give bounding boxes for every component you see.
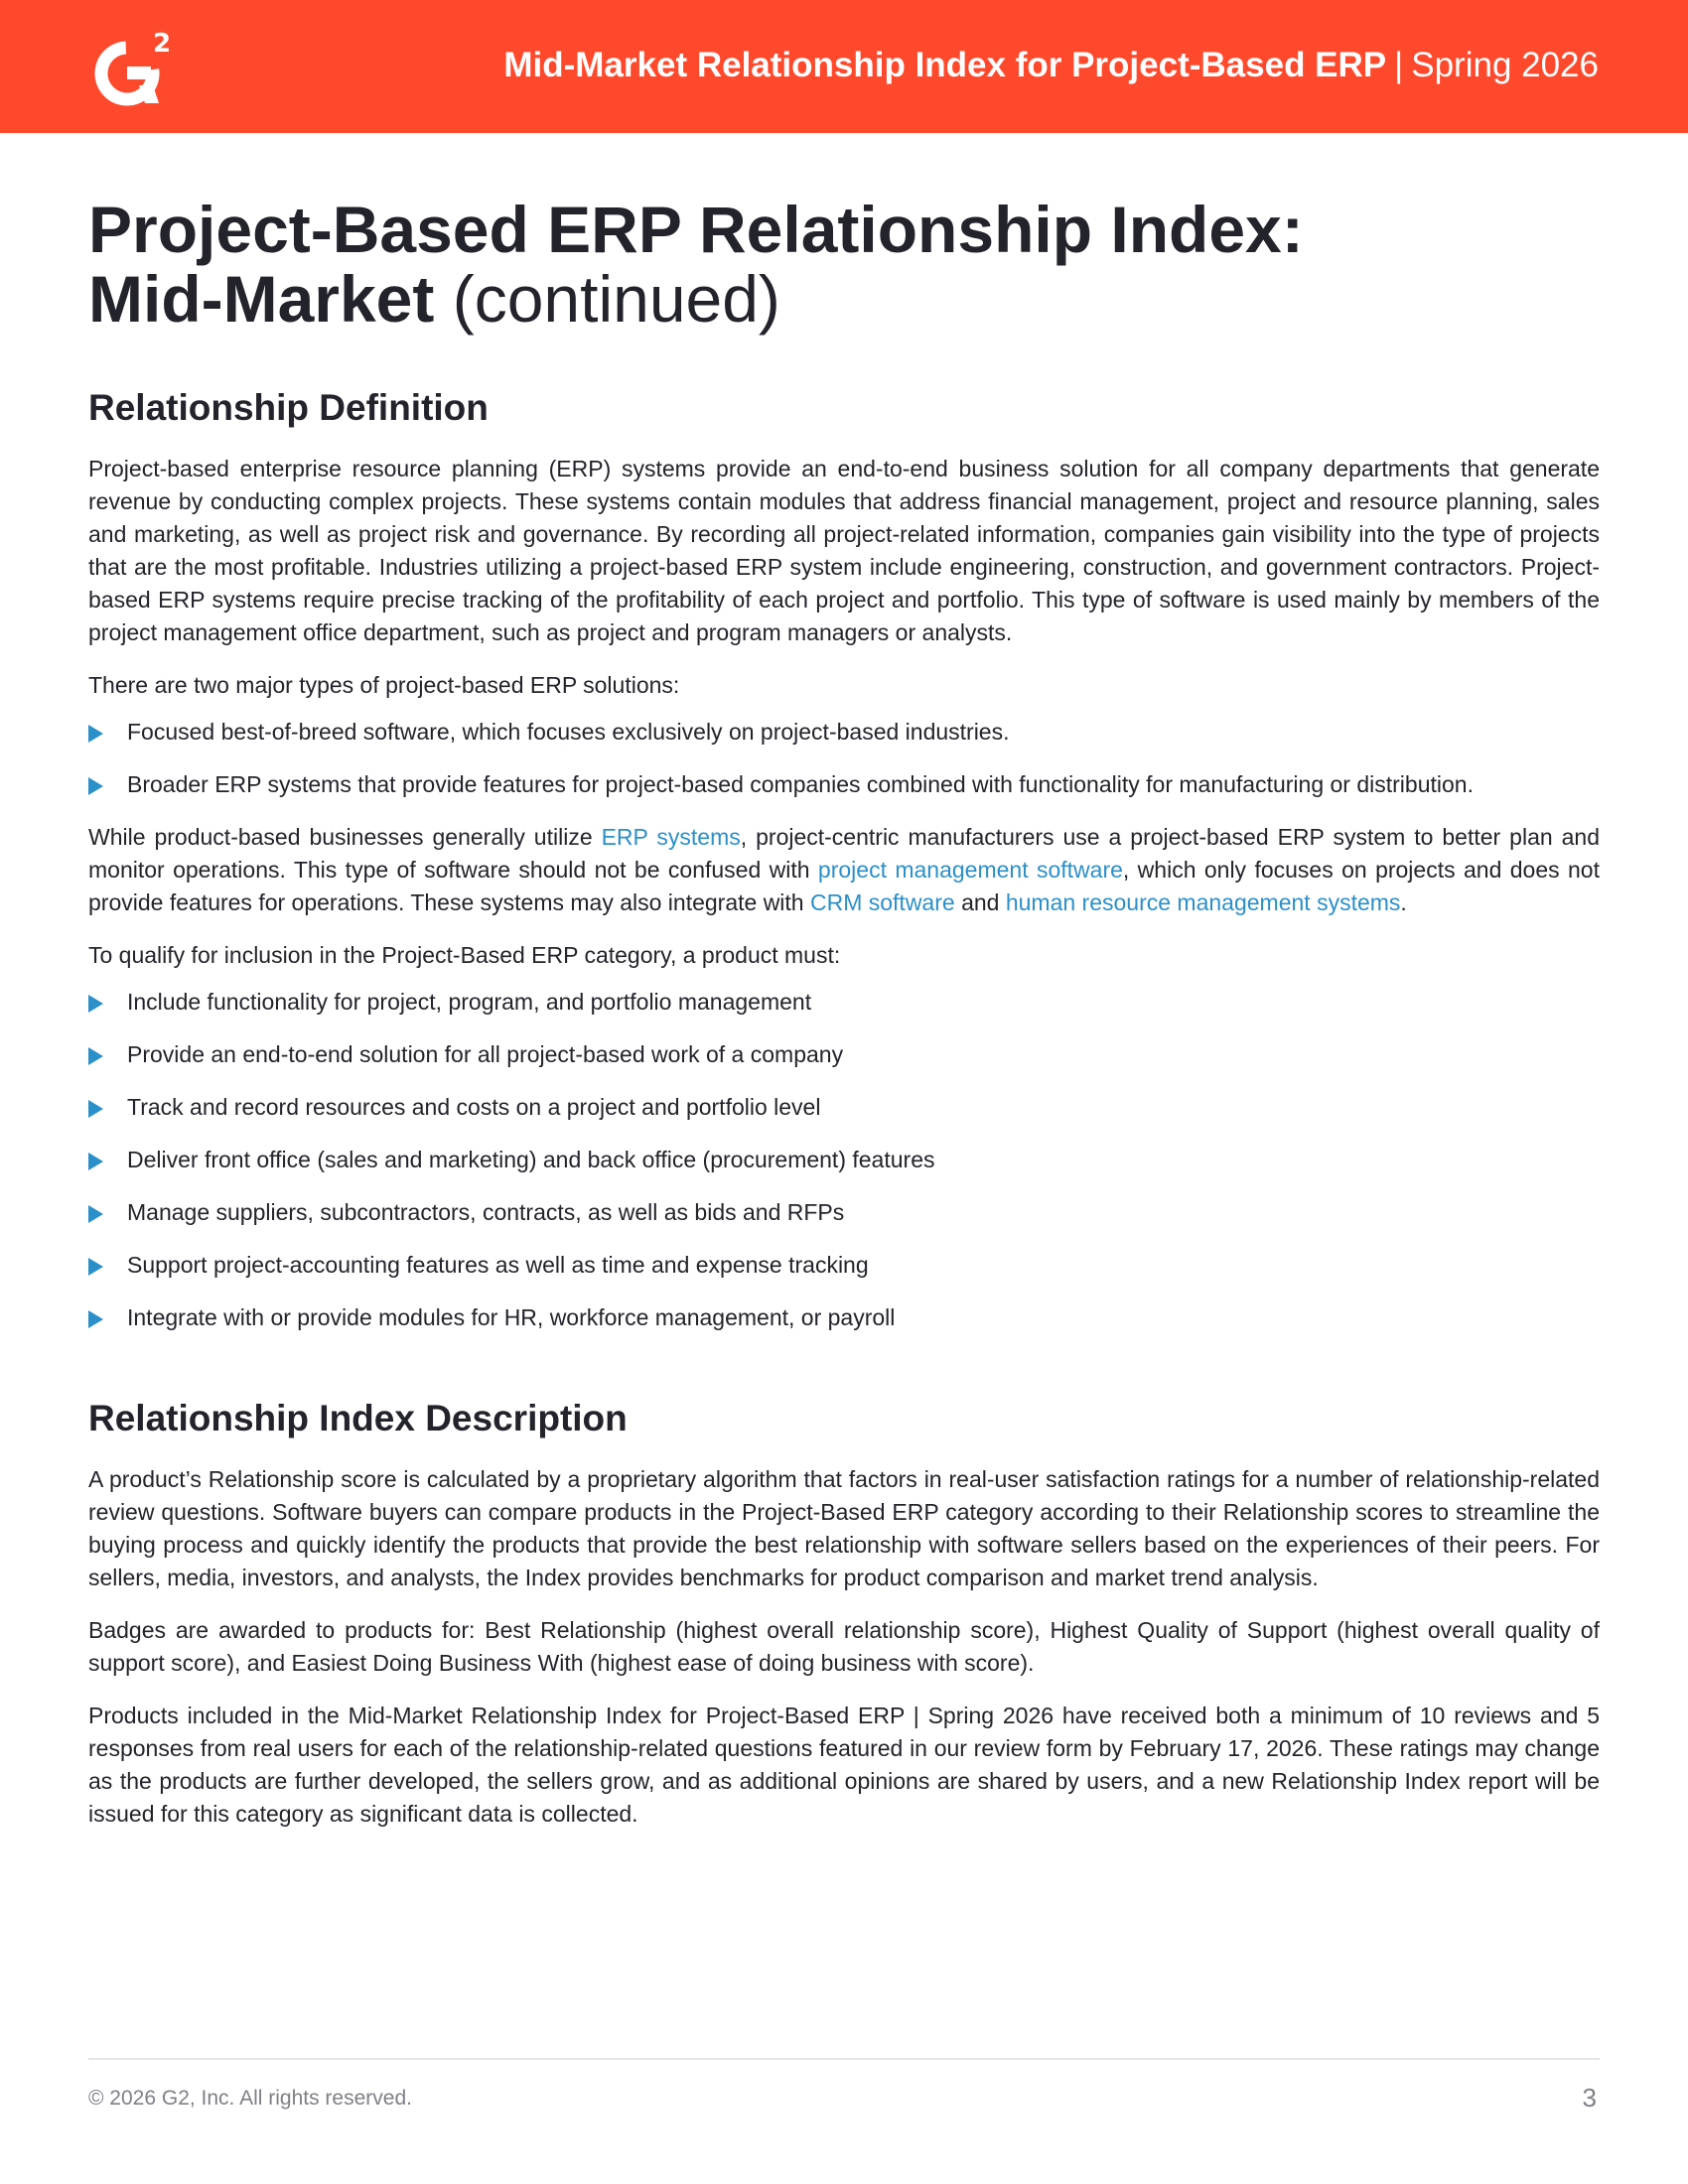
- list-item-text: Support project-accounting features as well as time and expense tracking: [127, 1252, 869, 1278]
- page-content: [88, 195, 1600, 1831]
- list-item: [88, 986, 1600, 1019]
- types-intro-paragraph: There are two major types of project-based ERP solutions:: [88, 672, 680, 698]
- svg-text:2: 2: [153, 29, 172, 59]
- footer-copyright: © 2026 G2, Inc. All rights reserved.: [88, 2087, 412, 2110]
- paragraph-text: While product-based businesses generally utilize: [88, 824, 602, 850]
- list-item: [88, 1144, 1600, 1176]
- badges-paragraph: Badges are awarded to products for: Best Relationship (highest overall relationship score), Highest Quality of Support (highest overall quality of support score), and Easiest Doing Business With (highest ease of doing business with score).: [88, 1617, 1600, 1676]
- footer-divider: [88, 2058, 1600, 2060]
- human-resource-management-systems-link[interactable]: human resource management systems: [1005, 889, 1401, 915]
- list-item: [88, 1249, 1600, 1282]
- list-item-text: Integrate with or provide modules for HR, workforce management, or payroll: [127, 1304, 896, 1330]
- types-list: [88, 716, 1600, 801]
- page-title-bold: Mid-Market: [88, 262, 435, 336]
- list-item-text: Track and record resources and costs on a project and portfolio level: [127, 1094, 821, 1120]
- list-item-text: Focused best-of-breed software, which focuses exclusively on project-based industries.: [127, 719, 1010, 745]
- page-title-continued: (continued): [452, 262, 780, 336]
- list-item-text: Deliver front office (sales and marketing) and back office (procurement) features: [127, 1147, 935, 1172]
- page-title-line2: [88, 264, 1600, 334]
- list-item-text: Broader ERP systems that provide features for project-based companies combined with functionality for manufacturing or distribution.: [127, 771, 1474, 797]
- criteria-list: [88, 986, 1600, 1334]
- g2-logo-icon: [89, 28, 175, 109]
- project-management-software-link[interactable]: project management software: [817, 857, 1123, 883]
- bullet-triangle-icon: [88, 1153, 103, 1170]
- list-item-text: Provide an end-to-end solution for all project-based work of a company: [127, 1041, 844, 1067]
- section-heading-relationship-definition: Relationship Definition: [88, 387, 489, 428]
- paragraph-text: and: [954, 889, 1006, 915]
- page-number: 3: [1582, 2083, 1597, 2113]
- list-item: [88, 716, 1600, 749]
- qualify-intro-paragraph: To qualify for inclusion in the Project-Based ERP category, a product must:: [88, 942, 841, 968]
- bullet-triangle-icon: [88, 995, 103, 1013]
- list-item: [88, 1038, 1600, 1071]
- list-item: [88, 1301, 1600, 1334]
- bullet-triangle-icon: [88, 1205, 103, 1223]
- page-title: [88, 195, 1600, 334]
- page-title-line1: Project-Based ERP Relationship Index:: [88, 193, 1304, 266]
- section-heading-relationship-index-description: Relationship Index Description: [88, 1398, 628, 1438]
- bullet-triangle-icon: [88, 1258, 103, 1276]
- list-item: [88, 1091, 1600, 1124]
- list-item: [88, 768, 1600, 801]
- paragraph-text: , project-centric manufacturers use a project-based ERP system to better plan and monitor operations. This type of software should not be confused with: [88, 824, 1600, 883]
- bullet-triangle-icon: [88, 1310, 103, 1328]
- inclusion-paragraph: Products included in the Mid-Market Relationship Index for Project-Based ERP | Spring 2026 have received both a minimum of 10 reviews and 5 responses from real users for each of the relationship-related questions featured in our review form by February 17, 2026. These ratings may change as the products are further developed, the sellers grow, and as additional opinions are shared by users, and a new Relationship Index report will be issued for this category as significant data is collected.: [88, 1703, 1600, 1827]
- list-item: [88, 1196, 1600, 1229]
- paragraph-text: .: [1400, 889, 1407, 915]
- erp-systems-link[interactable]: ERP systems: [601, 824, 741, 850]
- paragraph-text: , which only focuses on projects and does not provide features for operations. These systems may also integrate with: [88, 857, 1600, 915]
- bullet-triangle-icon: [88, 1047, 103, 1065]
- header-title-main: Mid-Market Relationship Index for Project-Based ERP: [503, 46, 1387, 84]
- bullet-triangle-icon: [88, 777, 103, 795]
- list-item-text: Include functionality for project, program, and portfolio management: [127, 989, 812, 1015]
- header-title: [503, 44, 1599, 87]
- header-bar: [0, 0, 1688, 133]
- header-season: Spring 2026: [1411, 46, 1599, 84]
- score-description-paragraph: A product’s Relationship score is calculated by a proprietary algorithm that factors in real-user satisfaction ratings for a number of relationship-related review questions. Software buyers can compare products in the Project-Based ERP category according to their Relationship scores to streamline the buying process and quickly identify the products that provide the best relationship with software sellers based on the experiences of their peers. For sellers, media, investors, and analysts, the Index provides benchmarks for product comparison and market trend analysis.: [88, 1466, 1600, 1590]
- related-software-paragraph: [88, 821, 1600, 919]
- header-separator: |: [1394, 46, 1404, 84]
- bullet-triangle-icon: [88, 1100, 103, 1118]
- bullet-triangle-icon: [88, 725, 103, 743]
- crm-software-link[interactable]: CRM software: [809, 889, 955, 915]
- definition-paragraph: Project-based enterprise resource planning (ERP) systems provide an end-to-end business solution for all company departments that generate revenue by conducting complex projects. These systems contain modules that address financial management, project and resource planning, sales and marketing, as well as project risk and governance. By recording all project-related information, companies gain visibility into the type of projects that are the most profitable. Industries utilizing a project-based ERP system include engineering, construction, and government contractors. Project-based ERP systems require precise tracking of the profitability of each project and portfolio. This type of software is used mainly by members of the project management office department, such as project and program managers or analysts.: [88, 456, 1600, 645]
- list-item-text: Manage suppliers, subcontractors, contracts, as well as bids and RFPs: [127, 1199, 845, 1225]
